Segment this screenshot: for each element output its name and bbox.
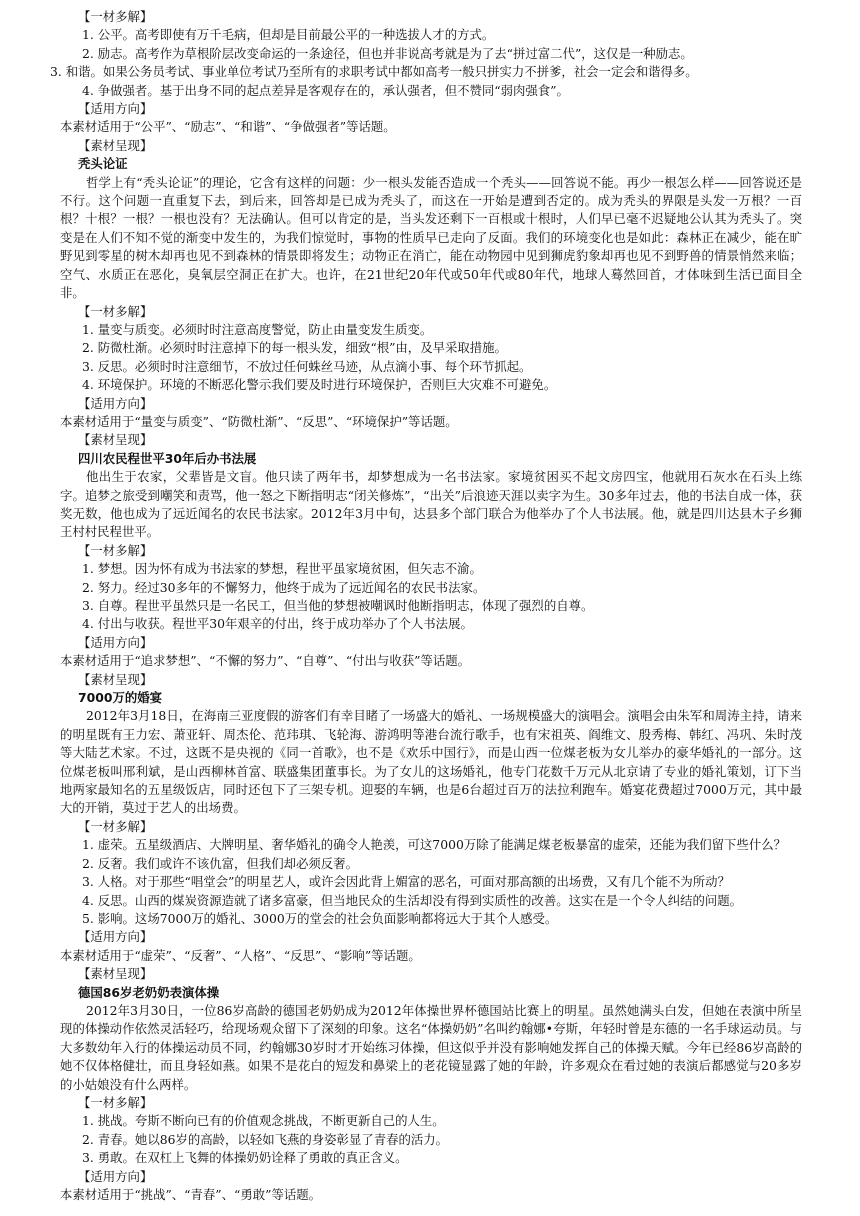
section-heading-present: 【素材呈现】 [78,137,153,153]
section-heading-analysis: 【一材多解】 [78,303,153,319]
list-item: 4. 付出与收获。程世平30年艰辛的付出，终于成功举办了个人书法展。 [82,616,473,632]
list-item: 5. 影响。这场7000万的婚礼、3000万的堂会的社会负面影响都将远大于其个人感受。 [82,910,558,926]
list-item: 2. 励志。高考作为草根阶层改变命运的一条途径，但也并非说高考就是为了去“拼过富二代”，这仅是一种励志。 [82,45,693,61]
material-body: 他出生于农家，父辈皆是文盲。他只读了两年书，却梦想成为一名书法家。家境贫困买不起文房四宝，他就用石灰水在石头上练字。追梦之旅受到嘲笑和责骂，他一怒之下断指明志“闭关修炼”，“出关”后浪迹天涯以卖字为生。30多年过去，他的书法自成一体，获奖无数，他也成为了远近闻名的农民书法家。2012年3月中旬，达县多个部门联合为他举办了个人书法展。他，就是四川达县木子乡狮王村村民程世平。 [60,469,802,540]
material-body: 2012年3月30日，一位86岁高龄的德国老奶奶成为2012年体操世界杯德国站比赛上的明星。虽然她满头白发，但她在表演中所呈现的体操动作依然灵活轻巧，给现场观众留下了深刻的印象。这名“体操奶奶”名叫约翰娜•夸斯，年轻时曾是东德的一名手球运动员。与大多数幼年入行的体操运动员不同，约翰娜30岁时才开始练习体操，但这似乎并没有影响她发挥自己的体操天赋。今年已经86岁高龄的她不仅体格健壮，而且身轻如燕。如果不是花白的短发和鼻梁上的老花镜显露了她的年龄，许多观众在看过她的表演后都感觉与20多岁的小姑娘没有什么两样。 [60,1002,802,1092]
material-body: 哲学上有“秃头论证”的理论，它含有这样的问题：少一根头发能否造成一个秃头——回答说不能。再少一根怎么样——回答说还是不行。这个问题一直重复下去，到后来，回答却是已成为秃头了，而这在一开始是遭到否定的。成为秃头的界限是头发一万根？一百根？十根？一根？一根也没有？无法确认。但可以肯定的是，当头发还剩下一百根或十根时，人们早已毫不迟疑地公认其为秃头了。突变是在人们不知不觉的渐变中发生的，为我们惊觉时，事物的性质早已走向了反面。我们的环境变化也是如此：森林正在减少，能在旷野见到零星的树木却再也见不到森林的情景即将发生；动物正在消亡，能在动物园中见到狮虎豹象却再也见不到野兽的情景悄然来临；空气、水质正在恶化，臭氧层空洞正在扩大。也许，在21世纪20年代或50年代或80年代，地球人蓦然回首，才体味到生活已面目全非。 [60,174,802,301]
list-item: 3. 勇敢。在双杠上飞舞的体操奶奶诠释了勇敢的真正含义。 [82,1150,408,1166]
material-body: 2012年3月18日，在海南三亚度假的游客们有幸目睹了一场盛大的婚礼、一场规模盛大的演唱会。演唱会由朱军和周涛主持，请来的明星既有王力宏、萧亚轩、周杰伦、范玮琪、飞轮海、游鸿明等港台流行歌手，也有宋祖英、阎维文、殷秀梅、韩红、冯巩、朱时茂等大陆艺术家。不过，这既不是央视的《同一首歌》，也不是《欢乐中国行》，而是山西一位煤老板为女儿举办的豪华婚礼的一部分。这位煤老板叫邢利斌，是山西柳林首富、联盛集团董事长。为了女儿的这场婚礼，他专门花数千万元从北京请了专业的婚礼策划，订下当地两家最知名的五星级饭店，同时还包下了三架专机。迎娶的车辆，也是6台超过百万的法拉利跑车。婚宴花费超过7000万元，其中最大的开销，莫过于艺人的出场费。 [60,708,802,816]
list-item: 2. 青春。她以86岁的高龄，以轻如飞燕的身姿彰显了青春的活力。 [82,1131,449,1147]
material-title: 秃头论证 [78,156,128,172]
list-item: 1. 挑战。夸斯不断向已有的价值观念挑战，不断更新自己的人生。 [82,1113,445,1129]
section-heading-apply: 【适用方向】 [78,929,153,945]
section-heading-apply: 【适用方向】 [78,101,153,117]
list-item: 2. 反奢。我们或许不该仇富，但我们却必须反奢。 [82,855,358,871]
section-heading-analysis: 【一材多解】 [78,542,153,558]
section-heading-present: 【素材呈现】 [78,671,153,687]
list-item: 1. 梦想。因为怀有成为书法家的梦想，程世平虽家境贫困，但矢志不渝。 [82,561,482,577]
list-item: 1. 量变与质变。必须时时注意高度警觉，防止由量变发生质变。 [82,321,433,337]
list-item: 1. 虚荣。五星级酒店、大牌明星、奢华婚礼的确令人艳羡，可这7000万除了能满足煤老板暴富的虚荣，还能为我们留下些什么？ [82,837,786,853]
list-item: 3. 和谐。如果公务员考试、事业单位考试乃至所有的求职考试中都如高考一般只拼实力不拼爹，社会一定会和谐得多。 [50,64,698,80]
list-item: 1. 公平。高考即使有万千毛病，但却是目前最公平的一种选拔人才的方式。 [82,27,495,43]
section-heading-analysis: 【一材多解】 [78,818,153,834]
section-heading-analysis: 【一材多解】 [78,1094,153,1110]
section-heading-apply: 【适用方向】 [78,634,153,650]
section-heading-apply: 【适用方向】 [78,395,153,411]
section-heading-present: 【素材呈现】 [78,966,153,982]
list-item: 3. 自尊。程世平虽然只是一名民工，但当他的梦想被嘲讽时他断指明志，体现了强烈的自尊。 [82,598,594,613]
apply-text: 本素材适用于“挑战”、“青春”、“勇敢”等话题。 [60,1187,322,1202]
material-title: 四川农民程世平30年后办书法展 [78,450,257,466]
list-item: 3. 人格。对于那些“唱堂会”的明星艺人，或许会因此背上媚富的恶名，可面对那高额的出场费，又有几个能不为所动？ [82,874,730,890]
section-heading-analysis: 【一材多解】 [78,9,153,24]
section-heading-apply: 【适用方向】 [78,1168,153,1184]
material-title: 7000万的婚宴 [78,690,163,706]
apply-text: 本素材适用于“量变与质变”、“防微杜渐”、“反思”、“环境保护”等话题。 [60,413,458,429]
list-item: 2. 努力。经过30多年的不懈努力，他终于成为了远近闻名的农民书法家。 [82,579,486,595]
list-item: 4. 争做强者。基于出身不同的起点差异是客观存在的，承认强者，但不赞同“弱肉强食”。 [82,82,569,98]
material-title: 德国86岁老奶奶表演体操 [78,984,220,1000]
apply-text: 本素材适用于“虚荣”、“反奢”、“人格”、“反思”、“影响”等话题。 [60,947,421,963]
section-heading-present: 【素材呈现】 [78,432,153,448]
apply-text: 本素材适用于“公平”、“励志”、“和谐”、“争做强者”等话题。 [60,119,396,135]
list-item: 2. 防微杜渐。必须时时注意掉下的每一根头发，细致“根”由，及早采取措施。 [82,340,507,356]
list-item: 4. 反思。山西的煤炭资源造就了诸多富豪，但当地民众的生活却没有得到实质性的改善。这实在是一个令人纠结的问题。 [82,892,743,908]
apply-text: 本素材适用于“追求梦想”、“不懈的努力”、“自尊”、“付出与收获”等话题。 [60,653,471,669]
list-item: 3. 反思。必须时时注意细节，不放过任何蛛丝马迹，从点滴小事、每个环节抓起。 [82,358,532,374]
list-item: 4. 环境保护。环境的不断恶化警示我们要及时进行环境保护，否则巨大灾难不可避免。 [82,377,557,393]
